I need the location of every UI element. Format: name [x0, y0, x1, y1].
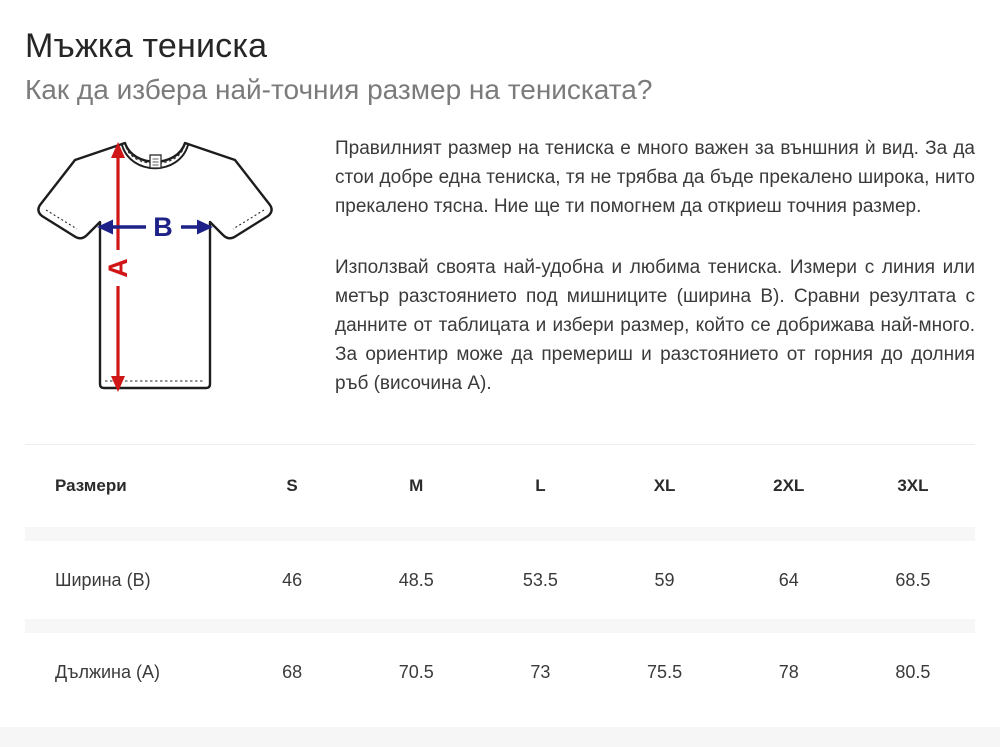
size-table-row-width [25, 541, 975, 619]
size-table-row-length [25, 633, 975, 711]
row-separator [25, 527, 975, 541]
length-value-m: 70.5 [398, 661, 434, 682]
size-guide-header [0, 0, 1000, 108]
size-column-header-3xl: 3XL [897, 476, 929, 495]
size-table-header-sizes: Размери [55, 476, 127, 495]
size-column-header-m: M [409, 476, 424, 495]
tshirt-measurement-diagram-icon [25, 134, 305, 414]
intro-text [335, 134, 975, 398]
width-value-l: 53.5 [522, 569, 558, 590]
width-value-3xl: 68.5 [895, 569, 931, 590]
size-column-header-2xl: 2XL [773, 476, 805, 495]
size-column-header-xl: XL [653, 476, 676, 495]
length-value-l: 73 [530, 661, 551, 682]
measurement-label-a: A [103, 258, 133, 278]
tshirt-outline [38, 143, 271, 388]
length-value-2xl: 78 [778, 661, 799, 682]
page-title: Мъжка тениска [25, 27, 268, 65]
length-value-s: 68 [282, 661, 303, 682]
size-table-header-row [25, 445, 975, 527]
width-value-s: 46 [282, 569, 303, 590]
row-label-length: Дължина (A) [55, 661, 160, 682]
row-label-width: Ширина (B) [55, 569, 151, 590]
measurement-label-b: B [153, 212, 173, 242]
size-column-header-s: S [286, 476, 298, 495]
length-value-3xl: 80.5 [895, 661, 931, 682]
bottom-page-strip [0, 727, 1000, 747]
intro-section [25, 134, 975, 414]
width-value-xl: 59 [654, 569, 675, 590]
page-subtitle: Как да избера най-точния размер на тениската? [25, 74, 653, 105]
width-value-m: 48.5 [398, 569, 434, 590]
row-separator [25, 619, 975, 633]
intro-paragraph-1: Правилният размер на тениска е много важен за външния ѝ вид. За да стои добре една тениска, тя не трябва да бъде прекалено широка, нито прекалено тясна. Ние ще ти помогнем да откриеш точния размер. [335, 138, 975, 217]
size-table [25, 444, 975, 711]
collar-tag-icon [150, 155, 161, 168]
intro-paragraph-2: Използвай своята най-удобна и любима тениска. Измери с линия или метър разстоянието под мишниците (ширина B). Сравни резултата с данните от таблицата и избери размер, който се добрижава най-много. За ориентир може да премериш и разстоянието от горния до долния ръб (височина A). [335, 257, 975, 394]
length-value-xl: 75.5 [647, 661, 683, 682]
width-value-2xl: 64 [778, 569, 799, 590]
size-column-header-l: L [535, 476, 546, 495]
